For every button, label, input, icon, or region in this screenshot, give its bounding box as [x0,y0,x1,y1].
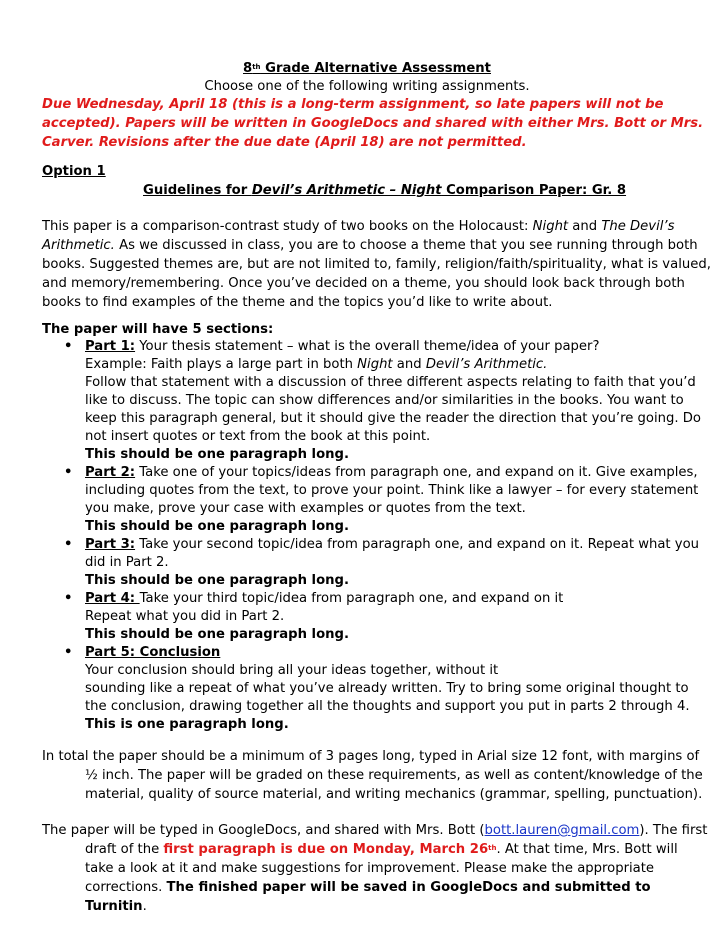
part-3-line: did in Part 2. [85,555,169,570]
part-2-note: This should be one paragraph long. [85,519,349,534]
bullet-icon: • [64,537,73,552]
part-1-example: Example: Faith plays a large part in both Night and Devil’s Arithmetic. [85,357,548,372]
sections-heading: The paper will have 5 sections: [42,322,274,337]
part-2-line: Part 2: Take one of your topics/ideas from paragraph one, and expand on it. Give examples, [85,465,698,480]
due-notice-line: Carver. Revisions after the due date (April 18) are not permitted. [42,135,527,150]
part-1-line: Follow that statement with a discussion of three different aspects relating to faith that you’d [85,375,696,390]
requirements-line: ½ inch. The paper will be graded on these requirements, as well as content/knowledge of the [85,768,703,783]
bullet-icon: • [64,339,73,354]
intro-line: and memory/remembering. Once you’ve decided on a theme, you should look back through both [42,276,685,291]
part-5-line: Your conclusion should bring all your ideas together, without it [85,663,499,678]
part-5-line: the conclusion, drawing together all the thoughts and support you put in parts 2 through 4. [85,699,690,714]
part-1-line: not insert quotes or text from the book at this point. [85,429,431,444]
submission-line: The paper will be typed in GoogleDocs, and shared with Mrs. Bott (bott.lauren@gmail.com). The first [42,823,708,838]
requirements-line: material, quality of source material, and writing mechanics (grammar, spelling, punctuation). [85,787,703,802]
intro-line: This paper is a comparison-contrast study of two books on the Holocaust: Night and The Devil’s [42,219,675,234]
submission-line: corrections. The finished paper will be saved in GoogleDocs and submitted to [85,880,651,895]
guidelines-heading: Guidelines for Devil’s Arithmetic – Night Comparison Paper: Gr. 8 [143,183,627,198]
part-1-line: like to discuss. The topic can show differences and/or similarities in the books. You want to [85,393,684,408]
submission-line: take a look at it and make suggestions for improvement. Please make the appropriate [85,861,655,876]
due-notice-line: Due Wednesday, April 18 (this is a long-term assignment, so late papers will not be [42,97,664,112]
page-subtitle: Choose one of the following writing assignments. [204,79,530,94]
part-1-line: keep this paragraph general, but it should give the reader the direction that you’re going. Do [85,411,701,426]
intro-line: Arithmetic. As we discussed in class, you are to choose a theme that you see running through both [42,238,698,253]
part-4-line: Repeat what you did in Part 2. [85,609,285,624]
requirements-line: In total the paper should be a minimum of 3 pages long, typed in Arial size 12 font, with margins of [42,749,700,764]
part-3-note: This should be one paragraph long. [85,573,349,588]
bullet-icon: • [64,645,73,660]
part-4-note: This should be one paragraph long. [85,627,349,642]
option-label: Option 1 [42,164,106,179]
part-4-line: Part 4: Take your third topic/idea from paragraph one, and expand on it [85,591,564,606]
part-5-line: sounding like a repeat of what you’ve already written. Try to bring some original thought to [85,681,689,696]
part-2-line: including quotes from the text, to prove your point. Think like a lawyer – for every statement [85,483,699,498]
submission-line: Turnitin. [85,899,147,914]
part-5-note: This is one paragraph long. [85,717,289,732]
intro-line: books. Suggested themes are, but are not limited to, family, religion/faith/spirituality, what is valued, [42,257,711,272]
page-title: 8th Grade Alternative Assessment [243,61,491,76]
intro-line: books to find examples of the theme and the topics you’d like to write about. [42,295,553,310]
part-1-note: This should be one paragraph long. [85,447,349,462]
bullet-icon: • [64,465,73,480]
part-1-line: Part 1: Your thesis statement – what is the overall theme/idea of your paper? [85,339,600,354]
bullet-icon: • [64,591,73,606]
part-3-line: Part 3: Take your second topic/idea from paragraph one, and expand on it. Repeat what you [85,537,700,552]
part-2-line: you make, prove your case with examples or quotes from the text. [85,501,526,516]
due-notice-line: accepted). Papers will be written in GoogleDocs and shared with either Mrs. Bott or Mrs. [42,116,704,131]
submission-line: draft of the first paragraph is due on Monday, March 26th. At that time, Mrs. Bott will [85,842,678,857]
email-link[interactable]: bott.lauren@gmail.com [484,823,640,838]
part-5-label: Part 5: Conclusion [85,645,221,660]
